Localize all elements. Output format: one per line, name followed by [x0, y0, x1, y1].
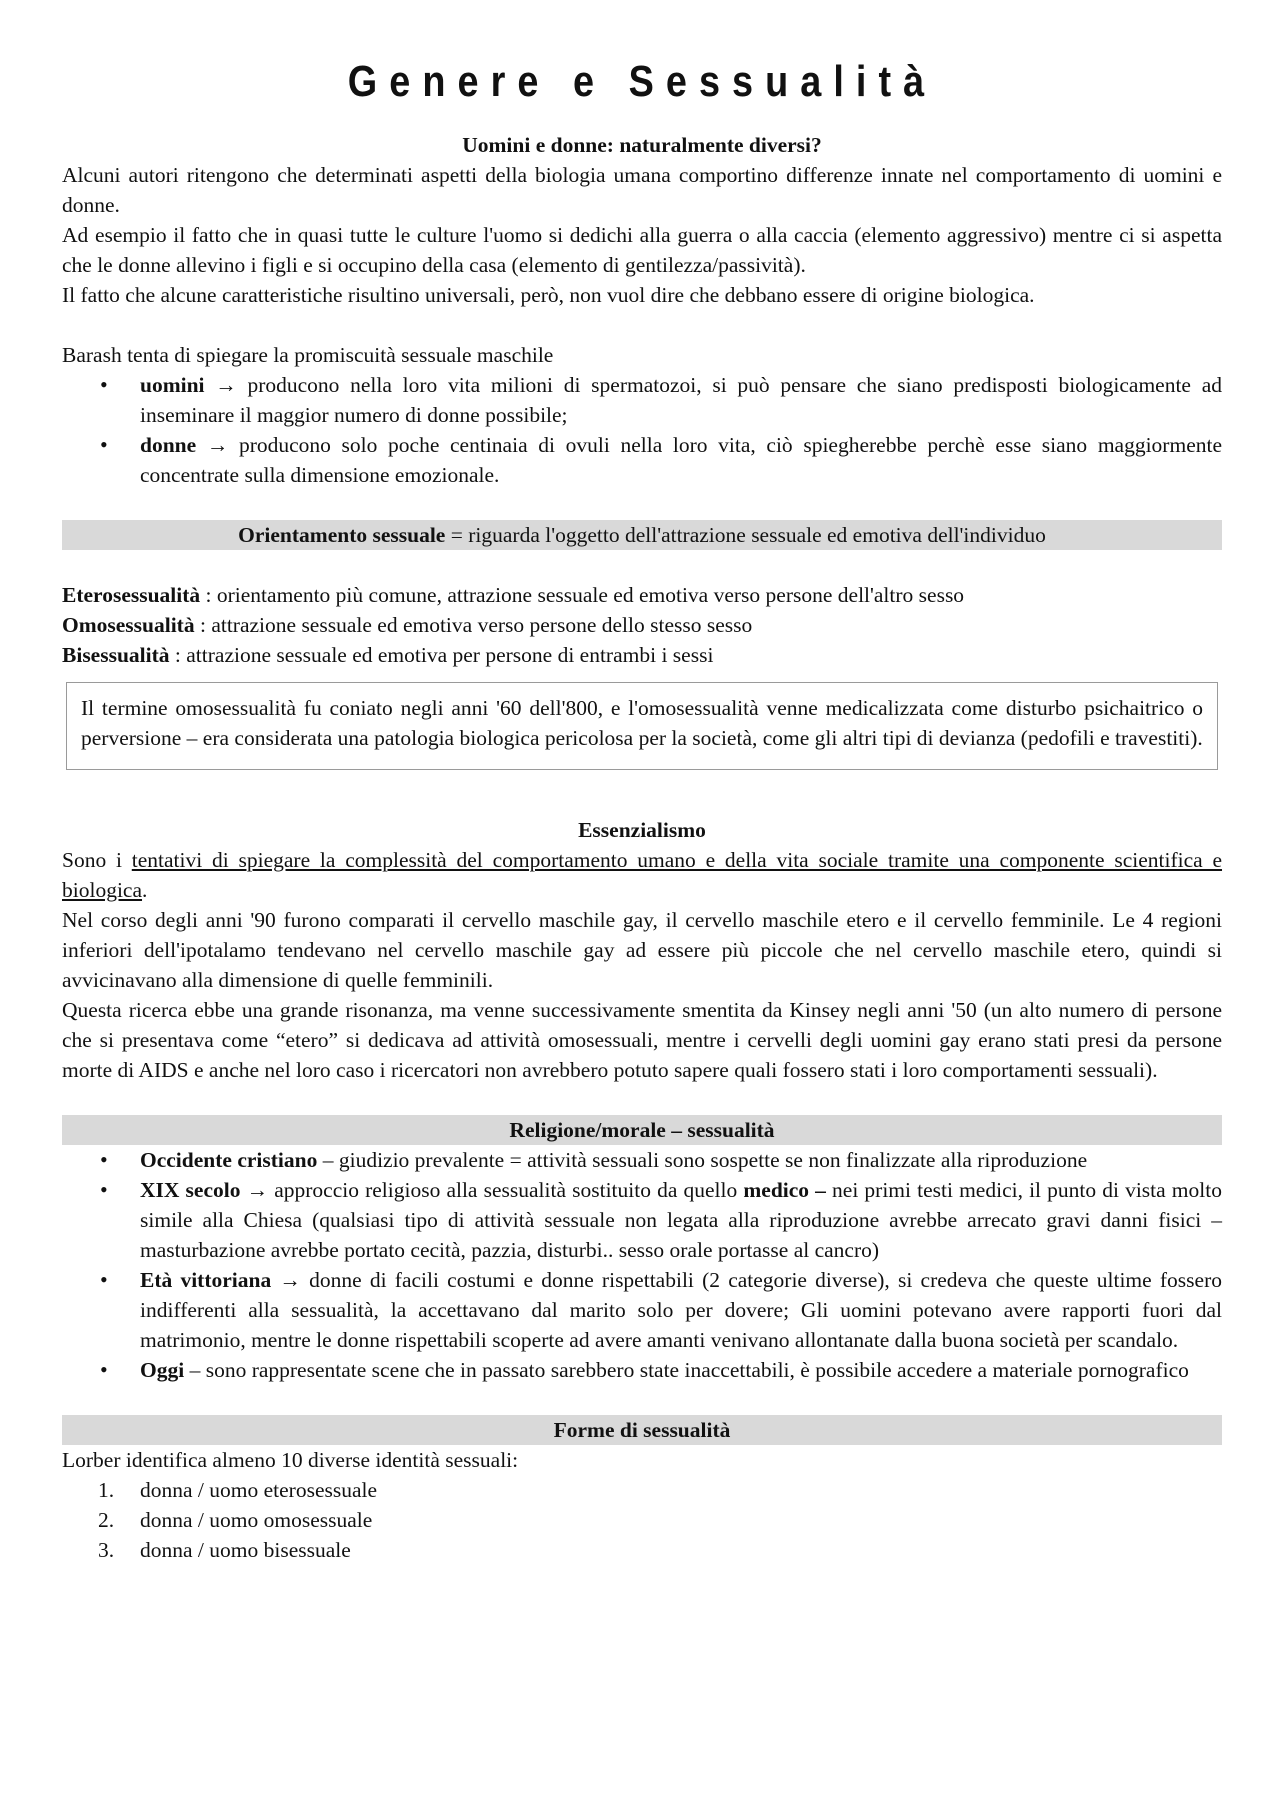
paragraph: Il fatto che alcune caratteristiche risultino universali, però, non vuol dire che debbano essere di origine biologica. — [62, 283, 1035, 307]
bullet-term: uomini — [140, 373, 205, 397]
definition-text: : orientamento più comune, attrazione sessuale ed emotiva verso persone dell'altro sesso — [200, 583, 965, 607]
definition-term: Eterosessualità — [62, 583, 201, 607]
list-item: 1. donna / uomo eterosessuale — [98, 1478, 378, 1502]
note-box-text: Il termine omosessualità fu coniato negli anni '60 dell'800, e l'omosessualità venne medicalizzata come disturbo psichaitrico o perversione – era considerata una patologia biologica pericolosa per la società, come gli altri tipi di devianza (pedofili e travestiti). — [81, 696, 1203, 750]
paragraph: Nel corso degli anni '90 furono comparati il cervello maschile gay, il cervello maschile etero e il cervello femminile. Le 4 regioni inferiori dell'ipotalamo tendevano nel cervello maschile gay ad essere più piccole che nel cervello maschile etero, quindi si avvicinavano alla dimensione di quelle femminili. — [62, 908, 1222, 992]
paragraph: Ad esempio il fatto che in quasi tutte le culture l'uomo si dedichi alla guerra o alla caccia (elemento aggressivo) mentre ci si aspetta che le donne allevino i figli e si occupino della casa (elemento di gentilezza/passività). — [62, 223, 1222, 277]
bullet-item — [140, 430, 1222, 490]
section-band-orientation — [62, 520, 1222, 550]
paragraph: Sono i tentativi di spiegare la complessità del comportamento umano e della vita sociale tramite una componente scientifica e biologica. — [62, 848, 1223, 902]
underlined-definition: tentativi di spiegare la complessità del comportamento umano e della vita sociale tramite una componente scientifica e biologica — [62, 848, 1223, 902]
bullet-item: • XIX secolo → approccio religioso alla sessualità sostituito da quello medico – nei primi testi medici, il punto di vista molto simile alla Chiesa (qualsiasi tipo di attività sessuale non legata alla riproduzione avrebbe arrecato gravi danni fisici – masturbazione avrebbe portato cecità, pazzia, disturbi.. sesso orale portasse al cancro) — [140, 1175, 1222, 1265]
bullet-list-religion — [62, 1145, 1222, 1385]
list-item: 2. donna / uomo omosessuale — [98, 1508, 373, 1532]
band-term: Orientamento sessuale — [238, 523, 446, 547]
definition-text: : attrazione sessuale ed emotiva per persone di entrambi i sessi — [169, 643, 714, 667]
bullet-item: • Età vittoriana → donne di facili costumi e donne rispettabili (2 categorie diverse), si credeva che queste ultime fossero indifferenti alla sessualità, la accettavano dal marito solo per dovere; Gli uomini potevano avere rapporti fuori dal matrimonio, mentre le donne rispettabili scoperte ad avere amanti venivano allontanate dalla buona società per scandalo. — [140, 1265, 1222, 1355]
numbered-list-identities — [62, 1475, 1222, 1565]
bullet-list-barash — [62, 370, 1222, 490]
paragraph-barash: Barash tenta di spiegare la promiscuità sessuale maschile — [62, 343, 554, 367]
section-heading-naturally-different: Uomini e donne: naturalmente diversi? — [462, 133, 822, 157]
paragraph: Questa ricerca ebbe una grande risonanza, ma venne successivamente smentita da Kinsey negli anni '50 (un alto numero di persone che si presentava come “etero” si dedicava ad attività omosessuali, mentre i cervelli degli uomini gay erano stati presi da persone morte di AIDS e anche nel loro caso i ricercatori non avrebbero potuto sapere quali fossero stati i loro comportamenti sessuali). — [62, 998, 1222, 1082]
document-page — [62, 40, 1222, 1565]
bullet-item — [140, 370, 1222, 430]
paragraph-lorber: Lorber identifica almeno 10 diverse identità sessuali: — [62, 1448, 519, 1472]
bullet-text: → producono solo poche centinaia di ovuli nella loro vita, ciò spiegherebbe perchè esse siano maggiormente concentrate sulla dimensione emozionale. — [140, 433, 1222, 487]
note-box — [66, 682, 1218, 770]
list-item: 3. donna / uomo bisessuale — [98, 1538, 351, 1562]
definition-line — [62, 610, 1222, 640]
band-text: = riguarda l'oggetto dell'attrazione sessuale ed emotiva dell'individuo — [445, 523, 1046, 547]
definition-term: Bisessualità — [62, 643, 170, 667]
definition-line — [62, 640, 1222, 670]
paragraph: Alcuni autori ritengono che determinati aspetti della biologia umana comportino differenze innate nel comportamento di uomini e donne. — [62, 163, 1222, 217]
definition-text: : attrazione sessuale ed emotiva verso persone dello stesso sesso — [194, 613, 753, 637]
section-heading-essentialism: Essenzialismo — [578, 818, 706, 842]
bullet-text: → producono nella loro vita milioni di spermatozoi, si può pensare che siano predisposti biologicamente ad inseminare il maggior numero di donne possibile; — [140, 373, 1222, 427]
bullet-item: • Oggi – sono rappresentate scene che in passato sarebbero state inaccettabili, è possibile accedere a materiale pornografico — [140, 1355, 1222, 1385]
definition-line — [62, 580, 1222, 610]
section-band-religion: Religione/morale – sessualità — [62, 1115, 1222, 1145]
definition-term: Omosessualità — [62, 613, 195, 637]
document-title: Genere e Sessualità — [347, 57, 937, 106]
bullet-term: donne — [140, 433, 197, 457]
section-band-forms: Forme di sessualità — [62, 1415, 1222, 1445]
bullet-item: • Occidente cristiano – giudizio prevalente = attività sessuali sono sospette se non finalizzate alla riproduzione — [140, 1145, 1222, 1175]
